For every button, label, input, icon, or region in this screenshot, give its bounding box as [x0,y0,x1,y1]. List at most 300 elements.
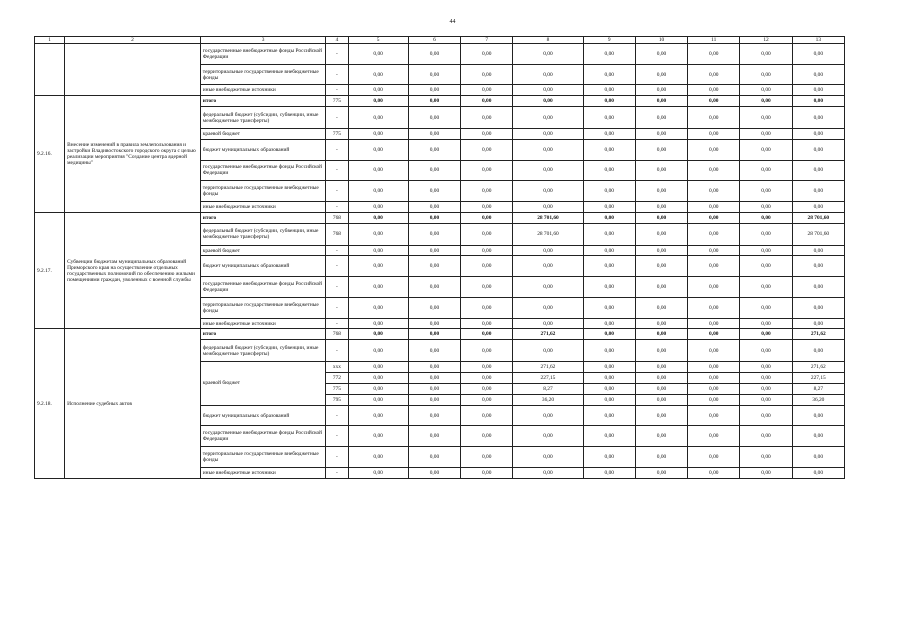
amount-cell: 0,00 [792,201,844,212]
amount-cell: 0,00 [688,181,740,202]
amount-cell: 0,00 [408,383,460,394]
amount-cell: 0,00 [688,85,740,96]
amount-cell: 0,00 [408,96,460,107]
amount-cell: 0,00 [740,212,792,223]
amount-cell: 0,00 [461,245,513,256]
amount-cell: 0,00 [408,85,460,96]
amount-cell: 0,00 [688,447,740,468]
amount-cell: 0,00 [688,467,740,478]
table-row [35,44,845,65]
amount-cell: 0,00 [792,96,844,107]
amount-cell: 0,00 [348,383,408,394]
amount-cell: 0,00 [740,329,792,340]
budget-code: 775 [326,128,348,139]
amount-cell: 0,00 [461,329,513,340]
amount-cell: 0,00 [513,201,583,212]
amount-cell: 0,00 [348,85,408,96]
amount-cell: 0,00 [461,96,513,107]
amount-cell: 0,00 [583,383,635,394]
amount-cell: 0,00 [583,297,635,318]
amount-cell: 0,00 [513,318,583,329]
amount-cell: 0,00 [740,223,792,245]
amount-cell: 0,00 [688,212,740,223]
amount-cell: 0,00 [635,405,687,426]
amount-cell: 0,00 [635,383,687,394]
amount-cell: 0,00 [583,245,635,256]
amount-cell: 0,00 [635,160,687,181]
amount-cell: 0,00 [348,373,408,384]
amount-cell: 0,00 [635,128,687,139]
amount-cell: 0,00 [461,44,513,65]
amount-cell: 0,00 [348,44,408,65]
budget-code: - [326,85,348,96]
amount-cell: 0,00 [740,426,792,447]
amount-cell: 0,00 [408,139,460,160]
amount-cell: 0,00 [408,340,460,362]
amount-cell: 0,00 [635,64,687,85]
amount-cell: 0,00 [348,426,408,447]
budget-code: - [326,297,348,318]
amount-cell: 0,00 [408,107,460,129]
amount-cell: 28 701,60 [513,212,583,223]
amount-cell: 0,00 [461,277,513,298]
amount-cell: 0,00 [348,160,408,181]
amount-cell: 0,00 [513,447,583,468]
amount-cell: 0,00 [583,44,635,65]
amount-cell: 0,00 [348,181,408,202]
amount-cell: 0,00 [635,212,687,223]
amount-cell: 0,00 [461,223,513,245]
section-title: Субвенции бюджетам муниципальных образований Приморского края на осуществление отдельных государственных полномочий по обеспечению жилыми помещениями граждан, уволенных с военной службы [65,212,201,329]
budget-table [34,36,845,479]
budget-code: 772 [326,373,348,384]
amount-cell: 0,00 [583,277,635,298]
amount-cell: 0,00 [740,256,792,277]
amount-cell: 0,00 [408,467,460,478]
section-title [65,44,201,96]
amount-cell: 0,00 [408,373,460,384]
amount-cell: 0,00 [583,373,635,384]
amount-cell: 271,62 [792,329,844,340]
amount-cell: 0,00 [792,64,844,85]
amount-cell: 0,00 [348,245,408,256]
amount-cell: 0,00 [635,85,687,96]
amount-cell: 0,00 [583,128,635,139]
amount-cell: 0,00 [792,245,844,256]
amount-cell: 0,00 [635,245,687,256]
amount-cell: 0,00 [583,139,635,160]
budget-code: - [326,447,348,468]
budget-code: - [326,139,348,160]
amount-cell: 0,00 [792,139,844,160]
amount-cell: 0,00 [792,181,844,202]
amount-cell: 0,00 [792,426,844,447]
amount-cell: 0,00 [583,256,635,277]
column-header-8: 8 [513,37,583,44]
amount-cell: 0,00 [635,340,687,362]
amount-cell: 0,00 [792,85,844,96]
budget-code: - [326,340,348,362]
funding-source: краевой бюджет [200,245,326,256]
amount-cell: 0,00 [513,426,583,447]
amount-cell: 0,00 [740,405,792,426]
budget-code: 775 [326,383,348,394]
amount-cell: 0,00 [348,329,408,340]
amount-cell: 0,00 [792,107,844,129]
amount-cell: 0,00 [348,201,408,212]
amount-cell: 0,00 [740,318,792,329]
amount-cell: 0,00 [740,139,792,160]
amount-cell: 0,00 [513,139,583,160]
amount-cell: 0,00 [461,373,513,384]
amount-cell: 0,00 [461,201,513,212]
amount-cell: 0,00 [513,64,583,85]
amount-cell: 28 701,60 [792,212,844,223]
amount-cell: 0,00 [461,394,513,405]
amount-cell: 0,00 [513,181,583,202]
amount-cell: 0,00 [635,107,687,129]
amount-cell: 0,00 [408,64,460,85]
amount-cell: 0,00 [408,201,460,212]
amount-cell: 0,00 [348,107,408,129]
amount-cell: 0,00 [740,44,792,65]
amount-cell: 0,00 [348,340,408,362]
amount-cell: 0,00 [635,96,687,107]
amount-cell: 0,00 [688,426,740,447]
section-number: 9.2.18. [35,329,65,478]
amount-cell: 0,00 [348,362,408,373]
amount-cell: 0,00 [688,64,740,85]
budget-code: - [326,64,348,85]
amount-cell: 0,00 [513,256,583,277]
amount-cell: 0,00 [408,44,460,65]
column-header-11: 11 [688,37,740,44]
amount-cell: 0,00 [688,256,740,277]
amount-cell: 0,00 [348,256,408,277]
amount-cell: 0,00 [688,245,740,256]
amount-cell: 0,00 [408,362,460,373]
amount-cell: 0,00 [688,107,740,129]
amount-cell: 0,00 [348,394,408,405]
column-header-13: 13 [792,37,844,44]
amount-cell: 0,00 [635,181,687,202]
amount-cell: 0,00 [688,405,740,426]
amount-cell: 0,00 [740,64,792,85]
budget-code: - [326,256,348,277]
amount-cell: 0,00 [635,297,687,318]
section-number [35,44,65,96]
funding-source: государственные внебюджетные фонды Российской Федерации [200,426,326,447]
table-row-total [35,212,845,223]
budget-code: - [326,426,348,447]
amount-cell: 0,00 [583,107,635,129]
amount-cell: 0,00 [688,96,740,107]
table-row-total [35,329,845,340]
amount-cell: 0,00 [461,383,513,394]
amount-cell: 0,00 [408,212,460,223]
amount-cell: 0,00 [408,394,460,405]
amount-cell: 0,00 [461,467,513,478]
funding-source: территориальные государственные внебюджетные фонды [200,447,326,468]
amount-cell: 0,00 [635,318,687,329]
funding-source: итого [200,329,326,340]
amount-cell: 0,00 [583,447,635,468]
amount-cell: 0,00 [408,128,460,139]
section-number: 9.2.17. [35,212,65,329]
budget-code: - [326,201,348,212]
amount-cell: 0,00 [513,467,583,478]
funding-source: бюджет муниципальных образований [200,256,326,277]
amount-cell: 0,00 [513,85,583,96]
amount-cell: 0,00 [513,245,583,256]
column-header-3: 3 [200,37,326,44]
funding-source: краевой бюджет [200,362,326,406]
amount-cell: 0,00 [461,426,513,447]
amount-cell: 0,00 [408,318,460,329]
amount-cell: 271,62 [792,362,844,373]
budget-code: - [326,467,348,478]
amount-cell: 0,00 [583,96,635,107]
amount-cell: 0,00 [461,340,513,362]
column-header-7: 7 [461,37,513,44]
amount-cell: 0,00 [461,212,513,223]
amount-cell: 0,00 [583,405,635,426]
amount-cell: 0,00 [740,160,792,181]
funding-source: итого [200,212,326,223]
amount-cell: 0,00 [513,297,583,318]
budget-code: - [326,160,348,181]
budget-code: xxx [326,362,348,373]
amount-cell: 0,00 [688,277,740,298]
amount-cell: 0,00 [635,44,687,65]
amount-cell: 0,00 [408,181,460,202]
funding-source: государственные внебюджетные фонды Российской Федерации [200,160,326,181]
amount-cell: 0,00 [348,297,408,318]
amount-cell: 0,00 [792,256,844,277]
section-title: Внесение изменений в правила землепользования и застройки Владивостокского городского округа с целью реализации мероприятия "Создание центра ядерной медицины" [65,96,201,213]
amount-cell: 0,00 [583,318,635,329]
amount-cell: 0,00 [792,340,844,362]
amount-cell: 0,00 [461,318,513,329]
column-header-2: 2 [65,37,201,44]
funding-source: иные внебюджетные источники [200,467,326,478]
amount-cell: 0,00 [740,297,792,318]
budget-code: - [326,107,348,129]
amount-cell: 0,00 [688,318,740,329]
amount-cell: 0,00 [408,297,460,318]
amount-cell: 0,00 [583,329,635,340]
amount-cell: 8,27 [792,383,844,394]
funding-source: бюджет муниципальных образований [200,139,326,160]
amount-cell: 0,00 [408,329,460,340]
amount-cell: 0,00 [408,245,460,256]
amount-cell: 0,00 [513,128,583,139]
amount-cell: 0,00 [348,277,408,298]
amount-cell: 0,00 [740,96,792,107]
column-header-5: 5 [348,37,408,44]
page-number: 44 [449,19,456,25]
amount-cell: 0,00 [513,96,583,107]
amount-cell: 0,00 [792,297,844,318]
amount-cell: 0,00 [688,201,740,212]
funding-source: федеральный бюджет (субсидии, субвенции, иные межбюджетные трансферты) [200,223,326,245]
budget-code: 768 [326,329,348,340]
amount-cell: 0,00 [792,318,844,329]
amount-cell: 0,00 [688,160,740,181]
amount-cell: 0,00 [461,85,513,96]
amount-cell: 0,00 [635,373,687,384]
funding-source: государственные внебюджетные фонды Российской Федерации [200,277,326,298]
amount-cell: 0,00 [740,245,792,256]
amount-cell: 0,00 [348,128,408,139]
amount-cell: 0,00 [792,160,844,181]
amount-cell: 0,00 [635,362,687,373]
budget-code: - [326,318,348,329]
amount-cell: 0,00 [408,277,460,298]
amount-cell: 0,00 [688,394,740,405]
amount-cell: 28 701,60 [513,223,583,245]
amount-cell: 0,00 [348,96,408,107]
amount-cell: 0,00 [461,447,513,468]
budget-code: - [326,44,348,65]
funding-source: краевой бюджет [200,128,326,139]
amount-cell: 0,00 [635,277,687,298]
amount-cell: 0,00 [688,297,740,318]
amount-cell: 0,00 [740,201,792,212]
section-number: 9.2.16. [35,96,65,213]
amount-cell: 0,00 [583,85,635,96]
amount-cell: 0,00 [461,107,513,129]
amount-cell: 0,00 [635,426,687,447]
amount-cell: 0,00 [740,340,792,362]
amount-cell: 0,00 [513,44,583,65]
budget-code: - [326,245,348,256]
amount-cell: 0,00 [408,256,460,277]
amount-cell: 0,00 [461,64,513,85]
amount-cell: 0,00 [740,467,792,478]
amount-cell: 0,00 [688,373,740,384]
amount-cell: 0,00 [740,277,792,298]
amount-cell: 0,00 [461,256,513,277]
budget-code: 768 [326,223,348,245]
amount-cell: 0,00 [583,467,635,478]
amount-cell: 0,00 [513,160,583,181]
column-header-4: 4 [326,37,348,44]
amount-cell: 0,00 [688,383,740,394]
amount-cell: 0,00 [635,467,687,478]
amount-cell: 36,20 [792,394,844,405]
funding-source: иные внебюджетные источники [200,318,326,329]
amount-cell: 0,00 [461,139,513,160]
amount-cell: 0,00 [740,373,792,384]
amount-cell: 0,00 [583,223,635,245]
section-title: Исполнение судебных актов [65,329,201,478]
amount-cell: 0,00 [513,405,583,426]
column-header-row [35,37,845,44]
amount-cell: 0,00 [688,362,740,373]
amount-cell: 0,00 [583,426,635,447]
amount-cell: 0,00 [408,426,460,447]
column-header-9: 9 [583,37,635,44]
funding-source: иные внебюджетные источники [200,201,326,212]
amount-cell: 0,00 [635,329,687,340]
funding-source: территориальные государственные внебюджетные фонды [200,297,326,318]
amount-cell: 0,00 [688,223,740,245]
amount-cell: 0,00 [688,128,740,139]
amount-cell: 0,00 [583,160,635,181]
amount-cell: 0,00 [688,329,740,340]
amount-cell: 0,00 [740,107,792,129]
amount-cell: 0,00 [348,318,408,329]
amount-cell: 0,00 [635,447,687,468]
amount-cell: 227,15 [792,373,844,384]
amount-cell: 0,00 [461,181,513,202]
funding-source: территориальные государственные внебюджетные фонды [200,181,326,202]
amount-cell: 0,00 [583,340,635,362]
amount-cell: 0,00 [740,383,792,394]
amount-cell: 0,00 [583,201,635,212]
amount-cell: 0,00 [583,181,635,202]
budget-code: - [326,277,348,298]
budget-code: 775 [326,96,348,107]
amount-cell: 0,00 [513,277,583,298]
amount-cell: 0,00 [635,256,687,277]
table-body [35,37,845,479]
amount-cell: 0,00 [348,467,408,478]
funding-source: федеральный бюджет (субсидии, субвенции, иные межбюджетные трансферты) [200,340,326,362]
amount-cell: 0,00 [513,340,583,362]
amount-cell: 0,00 [688,340,740,362]
column-header-10: 10 [635,37,687,44]
amount-cell: 0,00 [461,405,513,426]
amount-cell: 0,00 [408,160,460,181]
amount-cell: 0,00 [792,447,844,468]
amount-cell: 0,00 [408,223,460,245]
funding-source: государственные внебюджетные фонды Российской Федерации [200,44,326,65]
funding-source: бюджет муниципальных образований [200,405,326,426]
amount-cell: 0,00 [461,297,513,318]
column-header-1: 1 [35,37,65,44]
amount-cell: 0,00 [461,362,513,373]
amount-cell: 0,00 [461,128,513,139]
amount-cell: 0,00 [792,277,844,298]
budget-code: - [326,405,348,426]
amount-cell: 0,00 [348,405,408,426]
amount-cell: 0,00 [688,44,740,65]
budget-code: 768 [326,212,348,223]
funding-source: федеральный бюджет (субсидии, субвенции, иные межбюджетные трансферты) [200,107,326,129]
amount-cell: 0,00 [740,394,792,405]
amount-cell: 0,00 [583,394,635,405]
table-row-total [35,96,845,107]
amount-cell: 0,00 [740,447,792,468]
amount-cell: 271,62 [513,329,583,340]
funding-source: иные внебюджетные источники [200,85,326,96]
budget-code: - [326,181,348,202]
amount-cell: 28 701,60 [792,223,844,245]
amount-cell: 0,00 [583,212,635,223]
amount-cell: 36,20 [513,394,583,405]
amount-cell: 0,00 [408,405,460,426]
amount-cell: 0,00 [348,212,408,223]
amount-cell: 0,00 [348,447,408,468]
amount-cell: 0,00 [348,223,408,245]
amount-cell: 0,00 [740,181,792,202]
amount-cell: 0,00 [792,405,844,426]
amount-cell: 227,15 [513,373,583,384]
funding-source: итого [200,96,326,107]
amount-cell: 0,00 [635,139,687,160]
